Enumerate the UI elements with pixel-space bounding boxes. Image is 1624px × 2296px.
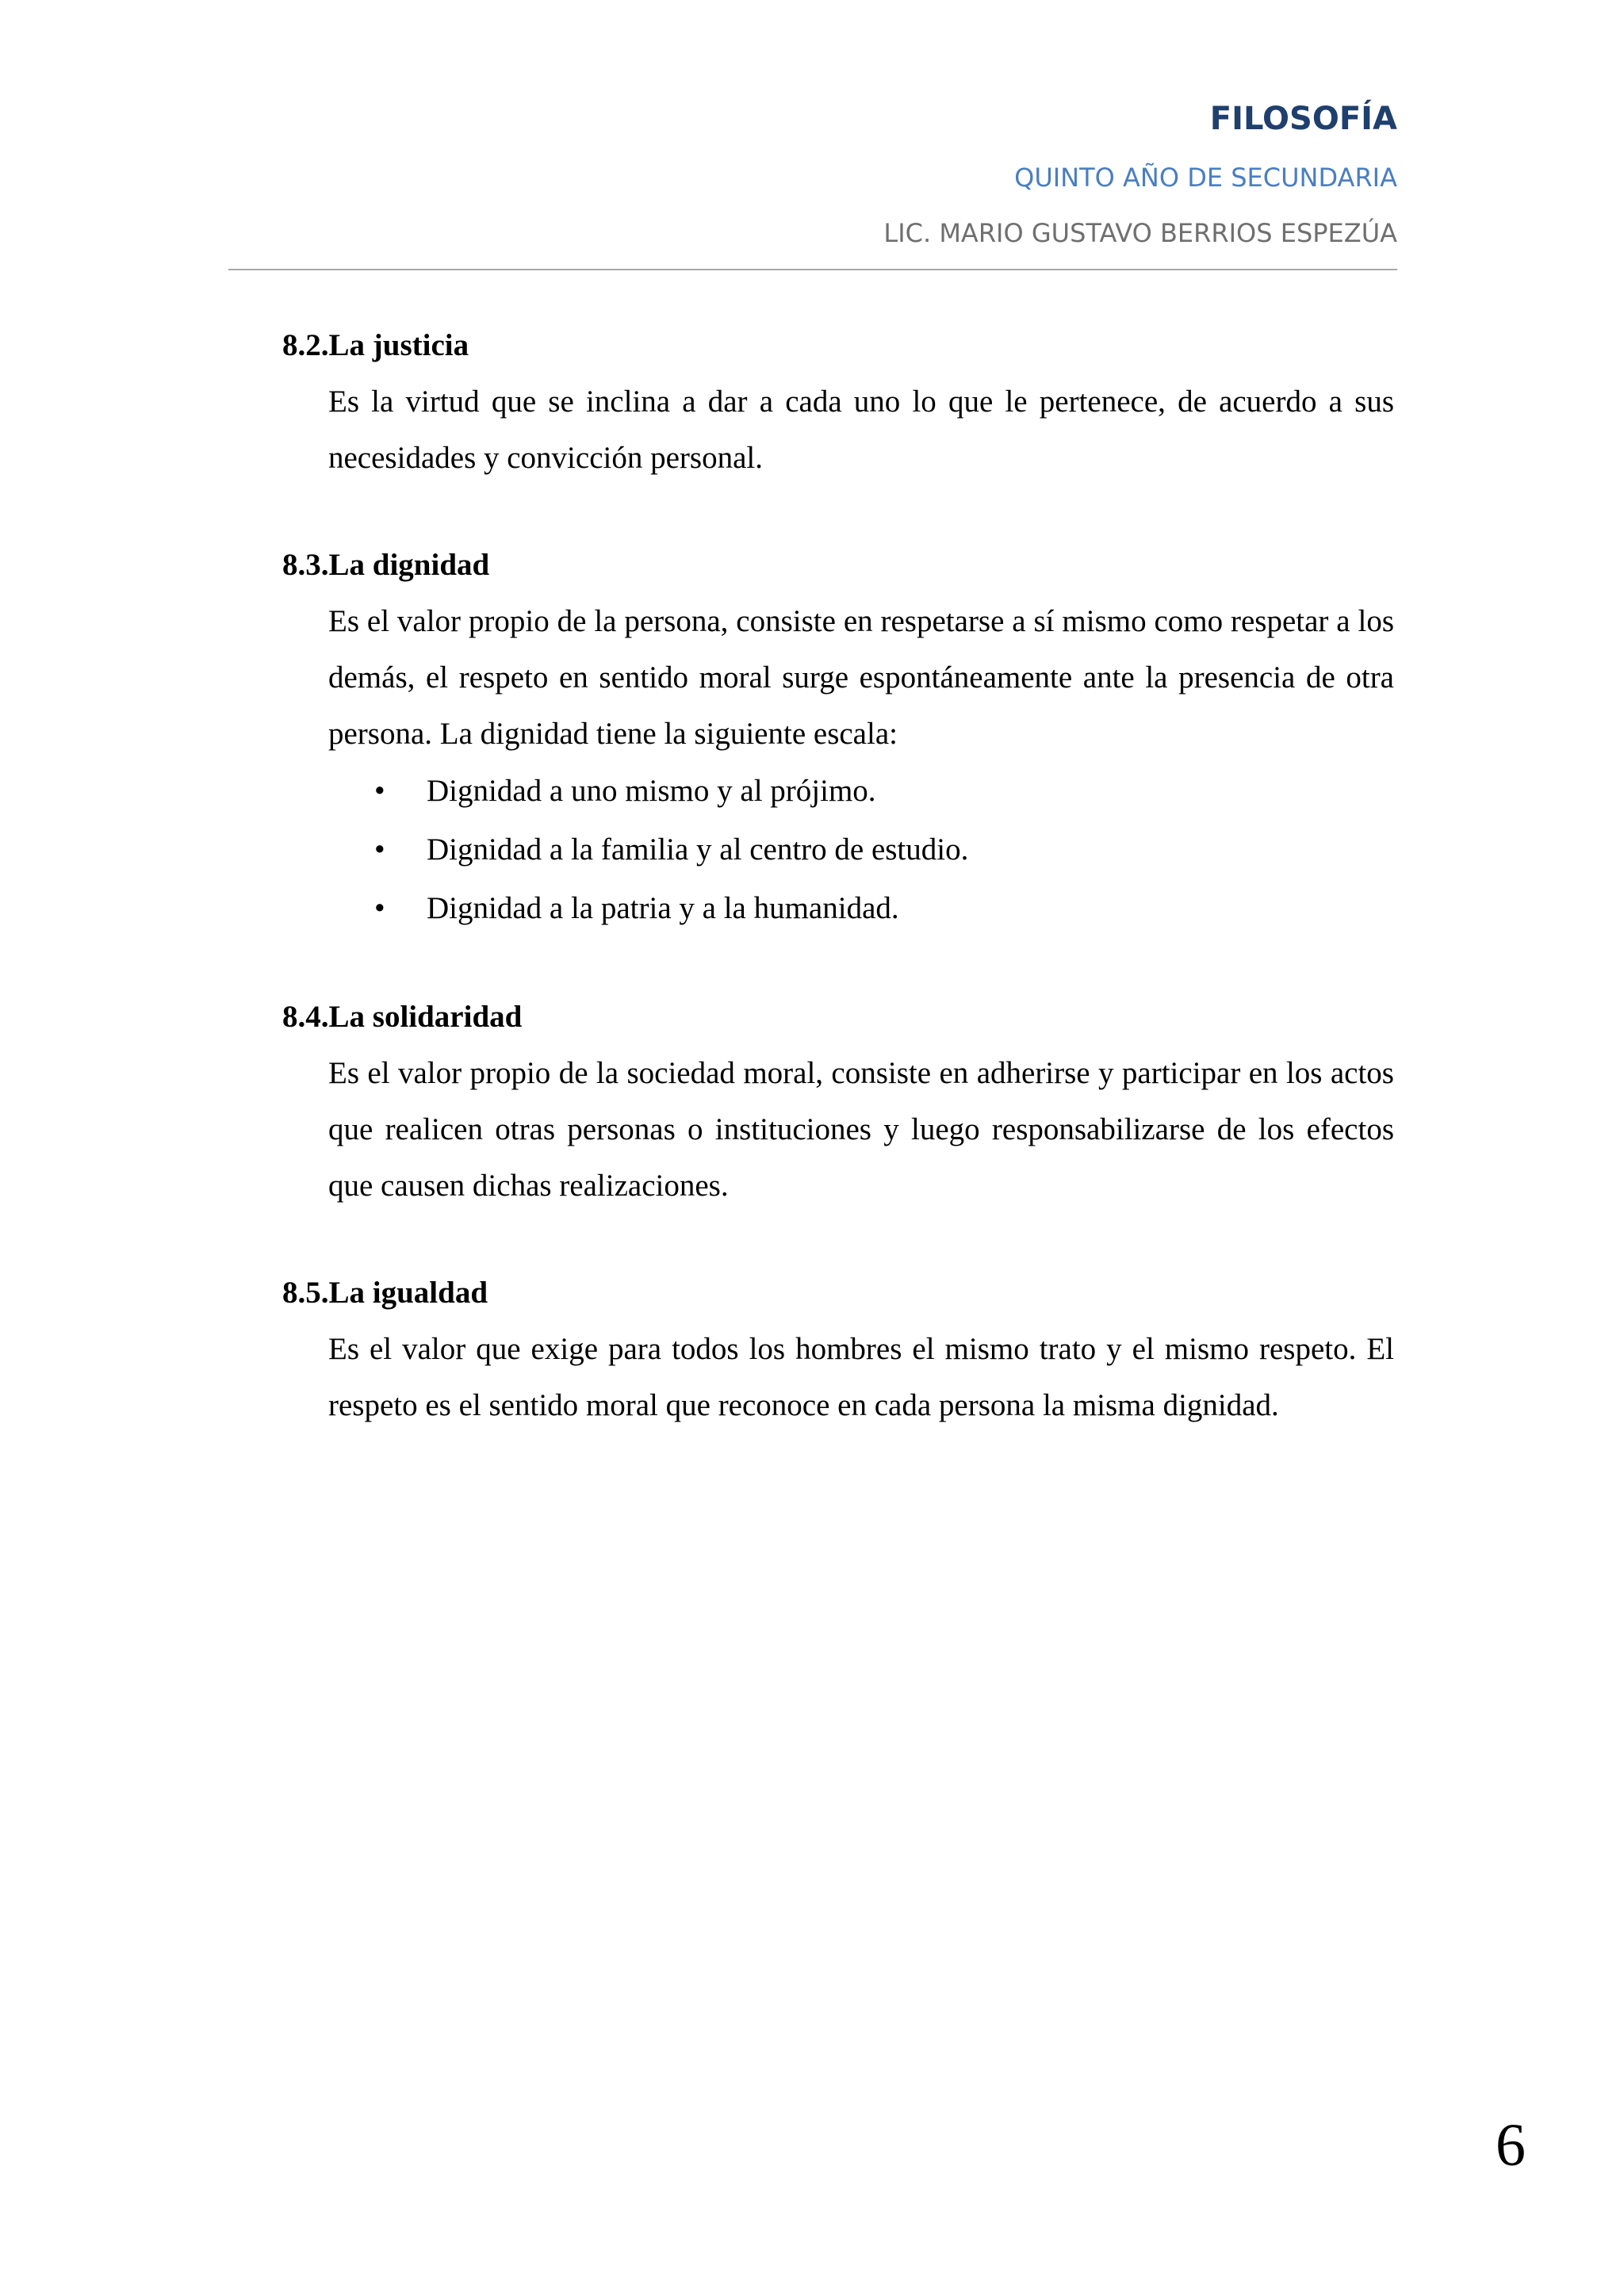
header-subtitle: QUINTO AÑO DE SECUNDARIA [1014, 163, 1397, 193]
list-item [328, 821, 1394, 879]
section-igualdad [282, 1269, 1394, 1433]
section-paragraph: Es el valor propio de la sociedad moral, consiste en adherirse y participar en los actos que realicen otras personas o instituciones y luego responsabilizarse de los efectos que causen dichas realizaciones. [328, 1056, 1394, 1203]
page-header [228, 87, 1397, 246]
header-author: LIC. MARIO GUSTAVO BERRIOS ESPEZÚA [883, 218, 1397, 248]
list-item-text: Dignidad a la familia y al centro de estudio. [427, 832, 969, 867]
bullet-icon: • [374, 774, 385, 808]
page-number: 6 [1496, 2112, 1526, 2179]
header-divider [228, 269, 1397, 270]
section-dignidad [282, 541, 1394, 938]
page-content [282, 322, 1394, 1489]
bullet-icon: • [374, 891, 385, 925]
section-heading: 8.3.La dignidad [282, 548, 490, 582]
section-paragraph: Es el valor que exige para todos los hombres el mismo trato y el mismo respeto. El respeto es el sentido moral que reconoce en cada persona la misma dignidad. [328, 1332, 1394, 1422]
list-item-text: Dignidad a uno mismo y al prójimo. [427, 774, 876, 808]
list-item [328, 762, 1394, 821]
list-item-text: Dignidad a la patria y a la humanidad. [427, 891, 899, 925]
section-heading: 8.5.La igualdad [282, 1276, 488, 1310]
section-paragraph: Es el valor propio de la persona, consiste en respetarse a sí mismo como respetar a los demás, el respeto en sentido moral surge espontáneamente ante la presencia de otra persona. La dignidad tiene la siguiente escala: [328, 604, 1394, 751]
section-justicia [282, 322, 1394, 486]
bullet-list [328, 762, 1394, 938]
section-paragraph: Es la virtud que se inclina a dar a cada uno lo que le pertenece, de acuerdo a sus necesidades y convicción personal. [328, 385, 1394, 475]
bullet-icon: • [374, 832, 385, 867]
section-solidaridad [282, 993, 1394, 1214]
section-heading: 8.4.La solidaridad [282, 1000, 523, 1034]
list-item [328, 879, 1394, 938]
header-title: FILOSOFÍA [1209, 101, 1397, 137]
section-heading: 8.2.La justicia [282, 328, 469, 362]
